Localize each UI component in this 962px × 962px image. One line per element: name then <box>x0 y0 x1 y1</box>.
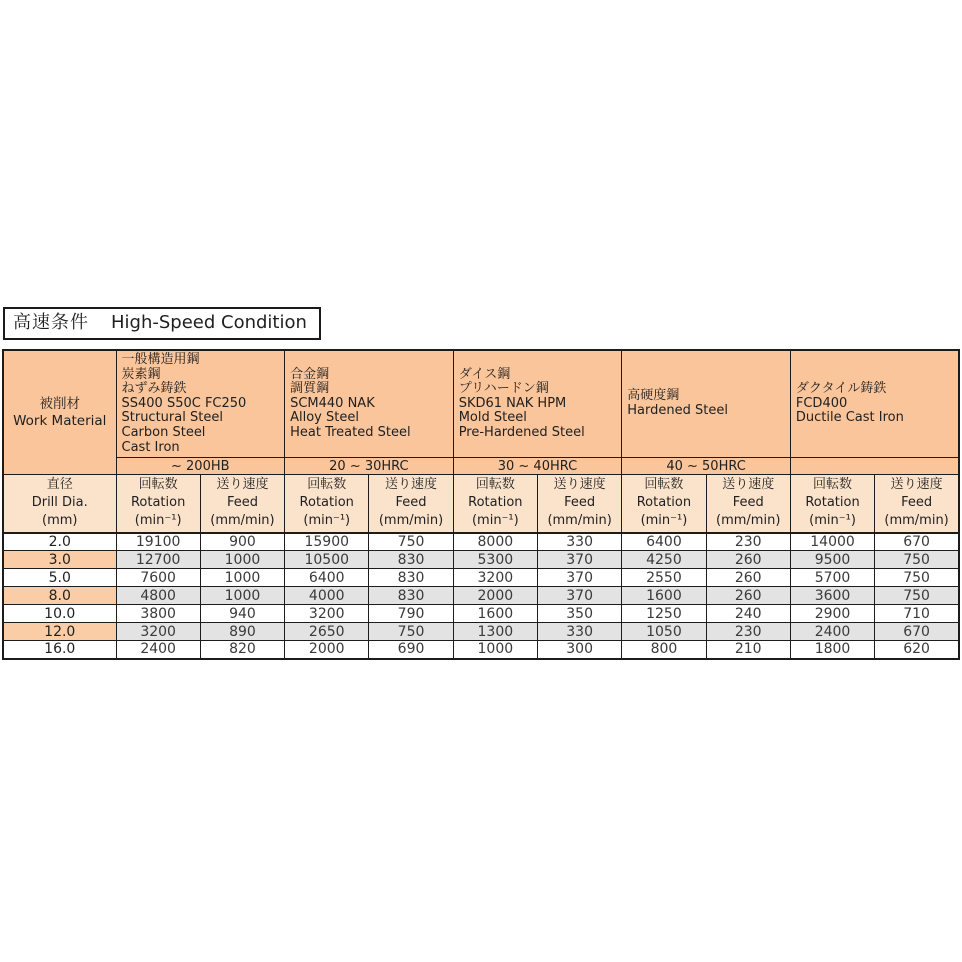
work-material-en: Work Material <box>13 412 107 429</box>
work-material-ja: 被削材 <box>39 395 80 412</box>
rotation-value-cell: 6400 <box>285 569 369 587</box>
feed-en: Feed <box>226 495 258 511</box>
column-header-row <box>3 475 959 533</box>
feed-value-cell: 670 <box>875 533 959 551</box>
feed-value-cell: 370 <box>537 587 621 605</box>
rotation-value-cell: 5700 <box>790 569 874 587</box>
rotation-value-cell: 1800 <box>790 641 874 659</box>
feed-value-cell: 820 <box>200 641 284 659</box>
feed-value-cell: 1000 <box>200 569 284 587</box>
material-line: 合金鋼 <box>290 366 330 382</box>
drill-dia-cell: 5.0 <box>3 569 116 587</box>
feed-ja: 送り速度 <box>216 477 269 493</box>
rotation-value-cell: 2550 <box>622 569 706 587</box>
material-line: 高硬度鋼 <box>627 388 680 404</box>
material-cell-ductile-cast-iron <box>790 350 959 458</box>
rotation-ja: 回転数 <box>138 477 178 493</box>
feed-header-cell <box>706 475 790 533</box>
rotation-value-cell: 3600 <box>790 587 874 605</box>
hardness-row <box>3 458 959 475</box>
drill-dia-cell: 8.0 <box>3 587 116 605</box>
rotation-unit: (min⁻¹) <box>809 513 856 529</box>
feed-value-cell: 210 <box>706 641 790 659</box>
rotation-value-cell: 4000 <box>285 587 369 605</box>
rotation-header-cell <box>116 475 200 533</box>
rotation-value-cell: 15900 <box>285 533 369 551</box>
material-line: プリハードン鋼 <box>458 381 549 397</box>
rotation-en: Rotation <box>130 495 186 511</box>
feed-en: Feed <box>395 495 427 511</box>
rotation-unit: (min⁻¹) <box>471 513 519 529</box>
feed-value-cell: 790 <box>369 605 453 623</box>
rotation-value-cell: 800 <box>622 641 706 659</box>
material-line: 調質鋼 <box>290 381 330 397</box>
section-title-ja: 高速条件 <box>13 312 89 333</box>
feed-value-cell: 330 <box>537 623 621 641</box>
table-row <box>3 623 959 641</box>
feed-value-cell: 710 <box>875 605 959 623</box>
feed-ja: 送り速度 <box>890 477 943 493</box>
feed-value-cell: 1000 <box>200 551 284 569</box>
feed-value-cell: 670 <box>875 623 959 641</box>
rotation-value-cell: 1000 <box>453 641 537 659</box>
rotation-header-cell <box>622 475 706 533</box>
rotation-ja: 回転数 <box>307 477 347 493</box>
rotation-value-cell: 3200 <box>453 569 537 587</box>
material-line: Carbon Steel <box>121 424 206 440</box>
drill-dia-cell: 3.0 <box>3 551 116 569</box>
feed-header-cell <box>537 475 621 533</box>
material-line: Mold Steel <box>458 410 527 426</box>
rotation-value-cell: 9500 <box>790 551 874 569</box>
rotation-value-cell: 6400 <box>622 533 706 551</box>
feed-value-cell: 900 <box>200 533 284 551</box>
section-title-en: High-Speed Condition <box>111 312 307 333</box>
rotation-value-cell: 19100 <box>116 533 200 551</box>
rotation-en: Rotation <box>636 495 692 511</box>
material-line: Heat Treated Steel <box>290 424 411 440</box>
rotation-ja: 回転数 <box>644 477 684 493</box>
material-cell-hardened-steel <box>622 350 791 458</box>
rotation-value-cell: 3200 <box>116 623 200 641</box>
table-row <box>3 587 959 605</box>
material-line: SKD61 NAK HPM <box>458 395 567 411</box>
feed-value-cell: 300 <box>537 641 621 659</box>
rotation-value-cell: 12700 <box>116 551 200 569</box>
feed-header-cell <box>875 475 959 533</box>
material-cell-alloy-steel <box>285 350 454 458</box>
rotation-ja: 回転数 <box>475 477 515 493</box>
material-line: 炭素鋼 <box>121 366 161 382</box>
feed-header-cell <box>369 475 453 533</box>
cutting-conditions-table <box>2 349 960 660</box>
drill-dia-cell: 2.0 <box>3 533 116 551</box>
rotation-header-cell <box>453 475 537 533</box>
feed-value-cell: 370 <box>537 551 621 569</box>
feed-value-cell: 890 <box>200 623 284 641</box>
material-line: SS400 S50C FC250 <box>121 395 247 411</box>
material-line: Structural Steel <box>121 410 223 426</box>
material-line: ダイス鋼 <box>458 366 511 382</box>
feed-value-cell: 350 <box>537 605 621 623</box>
material-line: ねずみ鋳鉄 <box>121 381 187 397</box>
rotation-value-cell: 10500 <box>285 551 369 569</box>
rotation-ja: 回転数 <box>813 477 853 493</box>
table-row <box>3 569 959 587</box>
feed-value-cell: 690 <box>369 641 453 659</box>
material-line: FCD400 <box>795 395 848 411</box>
table-row <box>3 641 959 659</box>
feed-value-cell: 240 <box>706 605 790 623</box>
feed-value-cell: 750 <box>875 587 959 605</box>
material-cell-structural-steel <box>116 350 285 458</box>
material-line: Ductile Cast Iron <box>795 410 904 426</box>
feed-value-cell: 230 <box>706 623 790 641</box>
rotation-value-cell: 14000 <box>790 533 874 551</box>
feed-ja: 送り速度 <box>553 477 606 493</box>
rotation-value-cell: 1600 <box>622 587 706 605</box>
rotation-en: Rotation <box>468 495 523 511</box>
feed-unit: (mm/min) <box>378 513 444 529</box>
table-row <box>3 605 959 623</box>
rotation-value-cell: 1250 <box>622 605 706 623</box>
material-line: ダクタイル鋳鉄 <box>795 381 887 397</box>
rotation-value-cell: 2900 <box>790 605 874 623</box>
section-title <box>3 307 321 340</box>
feed-en: Feed <box>564 495 596 511</box>
feed-ja: 送り速度 <box>385 477 438 493</box>
work-material-header-cell <box>3 350 116 475</box>
rotation-header-cell <box>285 475 369 533</box>
rotation-value-cell: 2400 <box>790 623 874 641</box>
material-line: Alloy Steel <box>290 410 359 426</box>
feed-unit: (mm/min) <box>210 513 275 529</box>
material-line: Pre-Hardened Steel <box>458 424 585 440</box>
feed-value-cell: 830 <box>369 569 453 587</box>
hardness-cell: ~ 200HB <box>116 458 285 475</box>
feed-value-cell: 260 <box>706 569 790 587</box>
rotation-unit: (min⁻¹) <box>640 513 688 529</box>
rotation-value-cell: 8000 <box>453 533 537 551</box>
feed-value-cell: 260 <box>706 551 790 569</box>
drill-dia-header-cell <box>3 475 116 533</box>
feed-value-cell: 330 <box>537 533 621 551</box>
hardness-cell: 20 ~ 30HRC <box>285 458 454 475</box>
hardness-cell <box>790 458 959 475</box>
rotation-value-cell: 4250 <box>622 551 706 569</box>
feed-value-cell: 370 <box>537 569 621 587</box>
feed-value-cell: 230 <box>706 533 790 551</box>
feed-value-cell: 940 <box>200 605 284 623</box>
table-row <box>3 551 959 569</box>
rotation-value-cell: 4800 <box>116 587 200 605</box>
rotation-en: Rotation <box>805 495 860 511</box>
rotation-value-cell: 5300 <box>453 551 537 569</box>
feed-header-cell <box>200 475 284 533</box>
material-line: 一般構造用鋼 <box>121 352 200 367</box>
drill-dia-unit: (mm) <box>42 513 78 529</box>
material-line: Cast Iron <box>121 439 180 455</box>
rotation-value-cell: 1050 <box>622 623 706 641</box>
feed-value-cell: 620 <box>875 641 959 659</box>
material-cell-mold-steel <box>453 350 622 458</box>
rotation-unit: (min⁻¹) <box>303 513 351 529</box>
rotation-value-cell: 2400 <box>116 641 200 659</box>
drill-dia-cell: 12.0 <box>3 623 116 641</box>
feed-value-cell: 830 <box>369 551 453 569</box>
drill-dia-cell: 16.0 <box>3 641 116 659</box>
feed-unit: (mm/min) <box>716 513 781 529</box>
feed-unit: (mm/min) <box>884 513 949 529</box>
drill-dia-en: Drill Dia. <box>31 495 88 511</box>
table-row <box>3 533 959 551</box>
rotation-value-cell: 1300 <box>453 623 537 641</box>
feed-en: Feed <box>732 495 764 511</box>
material-line: Hardened Steel <box>627 403 728 419</box>
rotation-value-cell: 2650 <box>285 623 369 641</box>
drill-dia-cell: 10.0 <box>3 605 116 623</box>
hardness-cell: 40 ~ 50HRC <box>622 458 791 475</box>
material-header-row <box>3 350 959 458</box>
feed-value-cell: 830 <box>369 587 453 605</box>
feed-value-cell: 750 <box>875 551 959 569</box>
rotation-value-cell: 3800 <box>116 605 200 623</box>
rotation-value-cell: 2000 <box>453 587 537 605</box>
rotation-en: Rotation <box>299 495 354 511</box>
rotation-unit: (min⁻¹) <box>134 513 182 529</box>
drill-dia-ja: 直径 <box>46 477 73 493</box>
rotation-header-cell <box>790 475 874 533</box>
feed-value-cell: 260 <box>706 587 790 605</box>
feed-value-cell: 750 <box>369 533 453 551</box>
feed-value-cell: 750 <box>875 569 959 587</box>
feed-value-cell: 1000 <box>200 587 284 605</box>
feed-unit: (mm/min) <box>547 513 612 529</box>
material-line: SCM440 NAK <box>290 395 375 411</box>
feed-value-cell: 750 <box>369 623 453 641</box>
rotation-value-cell: 2000 <box>285 641 369 659</box>
feed-en: Feed <box>901 495 933 511</box>
rotation-value-cell: 7600 <box>116 569 200 587</box>
rotation-value-cell: 1600 <box>453 605 537 623</box>
rotation-value-cell: 3200 <box>285 605 369 623</box>
feed-ja: 送り速度 <box>722 477 775 493</box>
hardness-cell: 30 ~ 40HRC <box>453 458 622 475</box>
